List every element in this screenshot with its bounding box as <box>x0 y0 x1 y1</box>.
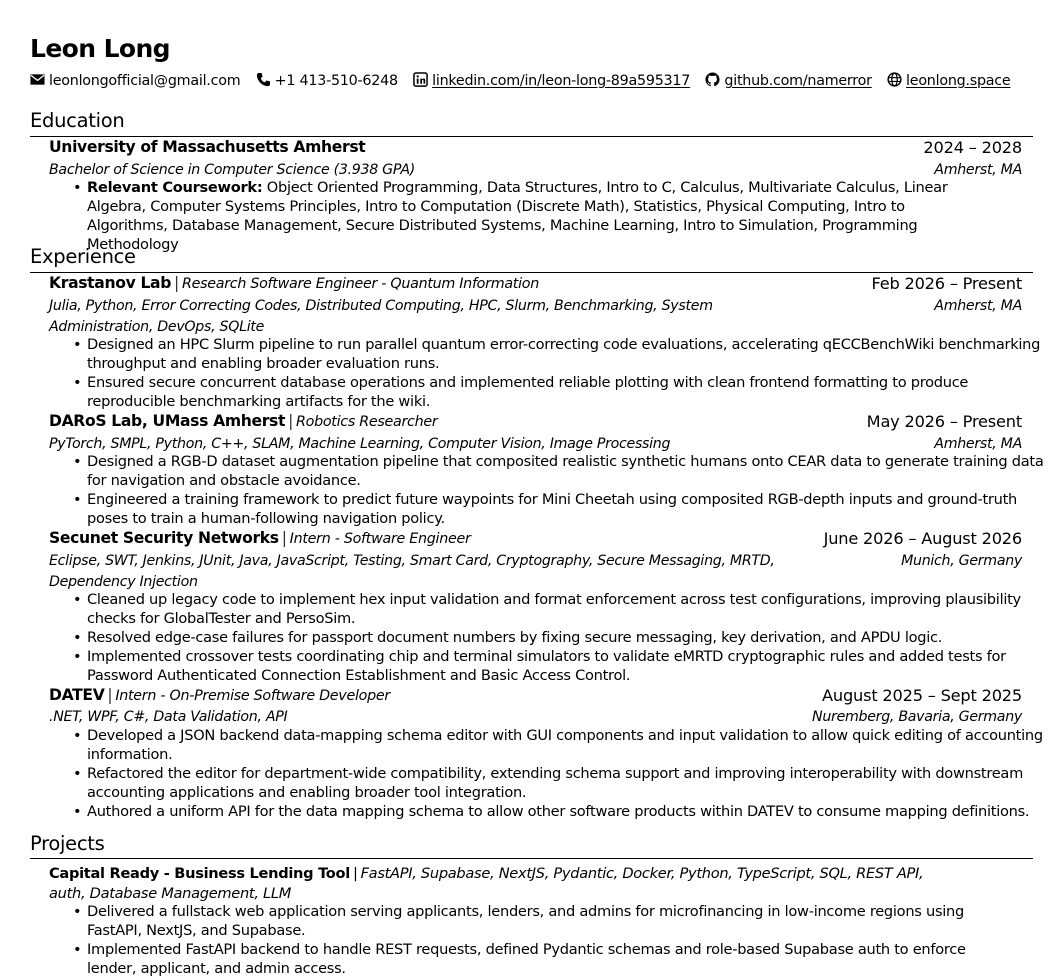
section-divider <box>30 272 1033 273</box>
job-tech: .NET, WPF, C#, Data Validation, API <box>49 709 288 725</box>
project-tech: FastAPI, Supabase, NextJS, Pydantic, Docker, Python, TypeScript, SQL, REST API, auth, Database Management, LLM <box>49 865 924 902</box>
job-org: Krastanov Lab <box>49 274 172 292</box>
contact-github[interactable] <box>705 72 871 89</box>
contact-linkedin[interactable] <box>413 72 690 89</box>
job-bullet: • Ensured secure concurrent database operations and implemented reliable plotting with clean frontend formatting to produce reproducible benchmarking artifacts for the wiki. <box>87 373 1047 411</box>
project-bullet: • Delivered a fullstack web application serving applicants, lenders, and admins for microfinancing in low-income regions using FastAPI, NextJS, and Supabase. <box>87 902 1007 940</box>
education-location: Amherst, MA <box>934 162 1022 178</box>
email-text: leonlongofficial@gmail.com <box>49 73 241 89</box>
website-link[interactable]: leonlong.space <box>906 73 1011 89</box>
github-link[interactable]: github.com/namerror <box>724 73 872 89</box>
job-location: Munich, Germany <box>901 553 1022 569</box>
job-dates: Feb 2026 – Present <box>871 274 1022 293</box>
contact-bar <box>30 72 1021 89</box>
projects-heading: Projects <box>30 832 105 855</box>
linkedin-icon <box>413 72 428 87</box>
job-tech: PyTorch, SMPL, Python, C++, SLAM, Machine Learning, Computer Vision, Image Processing <box>49 436 671 452</box>
job-subrow <box>49 551 1022 593</box>
project-bullet: • Implemented FastAPI backend to handle REST requests, defined Pydantic schemas and role-based Supabase auth to enforce lender, applicant, and admin access. <box>87 940 1007 977</box>
job-dates: August 2025 – Sept 2025 <box>822 686 1022 705</box>
job-header: DATEV | Intern - On-Premise Software Developer August 2025 – Sept 2025 <box>49 686 1022 705</box>
degree-text: Bachelor of Science in Computer Science (3.938 GPA) <box>49 162 416 178</box>
contact-website[interactable] <box>887 72 1010 89</box>
job-bullet: • Authored a uniform API for the data mapping schema to allow other software products within DATEV to consume mapping definitions. <box>87 802 1047 821</box>
job-role: Intern - Software Engineer <box>289 531 471 547</box>
job-tech: Eclipse, SWT, Jenkins, JUnit, Java, JavaScript, Testing, Smart Card, Cryptography, Secure Messaging, MRTD, Dependency Injection <box>49 553 775 590</box>
job-subrow <box>49 296 1022 338</box>
job-role: Robotics Researcher <box>296 414 438 430</box>
experience-heading: Experience <box>30 245 136 268</box>
job-bullet: • Designed an HPC Slurm pipeline to run parallel quantum error-correcting code evaluations, accelerating qECCBenchWiki benchmarking throughput and enabling broader evaluation runs. <box>87 335 1047 373</box>
job-bullet: • Refactored the editor for department-wide compatibility, extending schema support and improving interoperability with downstream accounting applications and enabling broader tool integration. <box>87 764 1047 802</box>
phone-icon <box>256 72 271 87</box>
job-dates: May 2026 – Present <box>866 412 1022 431</box>
job-org: Secunet Security Networks <box>49 529 279 547</box>
envelope-icon <box>30 72 45 87</box>
project-name: Capital Ready - Business Lending Tool <box>49 865 350 882</box>
job-bullet: • Implemented crossover tests coordinating chip and terminal simulators to validate eMRTD cryptographic rules and added tests for Password Authenticated Connection Establishment and Basic Access Control. <box>87 647 1047 685</box>
phone-text: +1 413-510-6248 <box>274 73 398 89</box>
job-header: DARoS Lab, UMass Amherst | Robotics Researcher May 2026 – Present <box>49 412 1022 431</box>
job-location: Amherst, MA <box>934 436 1022 452</box>
job-org: DARoS Lab, UMass Amherst <box>49 412 286 430</box>
job-subrow <box>49 707 1022 728</box>
project-header: Capital Ready - Business Lending Tool | FastAPI, Supabase, NextJS, Pydantic, Docker, Python, TypeScript, SQL, REST API, auth, Database Management, LLM <box>49 865 924 902</box>
job-location: Amherst, MA <box>934 298 1022 314</box>
contact-email[interactable] <box>30 72 240 89</box>
linkedin-link[interactable]: linkedin.com/in/leon-long-89a595317 <box>432 73 691 89</box>
job-role: Research Software Engineer - Quantum Information <box>181 276 539 292</box>
job-bullet: • Engineered a training framework to predict future waypoints for Mini Cheetah using composited RGB-depth inputs and ground-truth poses to train a human-following navigation policy. <box>87 490 1047 528</box>
education-dates: 2024 – 2028 <box>923 138 1022 157</box>
globe-icon <box>887 72 902 87</box>
job-bullet: • Designed a RGB-D dataset augmentation pipeline that composited realistic synthetic humans onto CEAR data to generate training data for navigation and obstacle avoidance. <box>87 452 1047 490</box>
contact-phone[interactable] <box>256 72 398 89</box>
job-header: Krastanov Lab | Research Software Engineer - Quantum Information Feb 2026 – Present <box>49 274 1022 293</box>
coursework-text: Object Oriented Programming, Data Structures, Intro to C, Calculus, Multivariate Calculus, Linear Algebra, Computer Systems Principles, Intro to Computation (Discrete Math), Statistics, Physical Computing, Intro to Algorithms, Database Management, Secure Distributed Systems, Machine Learning, Intro to Simulation, Programming Methodology <box>87 179 948 253</box>
job-tech: Julia, Python, Error Correcting Codes, Distributed Computing, HPC, Slurm, Benchmarking, System Administration, DevOps, SQLite <box>49 298 713 335</box>
education-entry <box>49 138 1022 156</box>
job-bullet: • Developed a JSON backend data-mapping schema editor with GUI components and input validation to allow quick editing of accounting information. <box>87 726 1047 764</box>
job-location: Nuremberg, Bavaria, Germany <box>812 709 1022 725</box>
section-divider <box>30 858 1033 859</box>
school-name: University of Massachusetts Amherst <box>49 138 366 156</box>
job-dates: June 2026 – August 2026 <box>823 529 1022 548</box>
job-bullet: • Cleaned up legacy code to implement hex input validation and format enforcement across test configurations, improving plausibility checks for GlobalTester and PersoSim. <box>87 590 1047 628</box>
job-role: Intern - On-Premise Software Developer <box>115 688 390 704</box>
job-org: DATEV <box>49 686 105 704</box>
resume-name: Leon Long <box>30 34 170 63</box>
coursework-label: Relevant Coursework: <box>87 179 263 196</box>
coursework-bullet <box>87 178 987 254</box>
education-heading: Education <box>30 109 125 132</box>
section-divider <box>30 136 1033 137</box>
job-header: Secunet Security Networks | Intern - Software Engineer June 2026 – August 2026 <box>49 529 1022 548</box>
github-icon <box>705 72 720 87</box>
job-bullet: • Resolved edge-case failures for passport document numbers by fixing secure messaging, key derivation, and APDU logic. <box>87 628 1047 647</box>
